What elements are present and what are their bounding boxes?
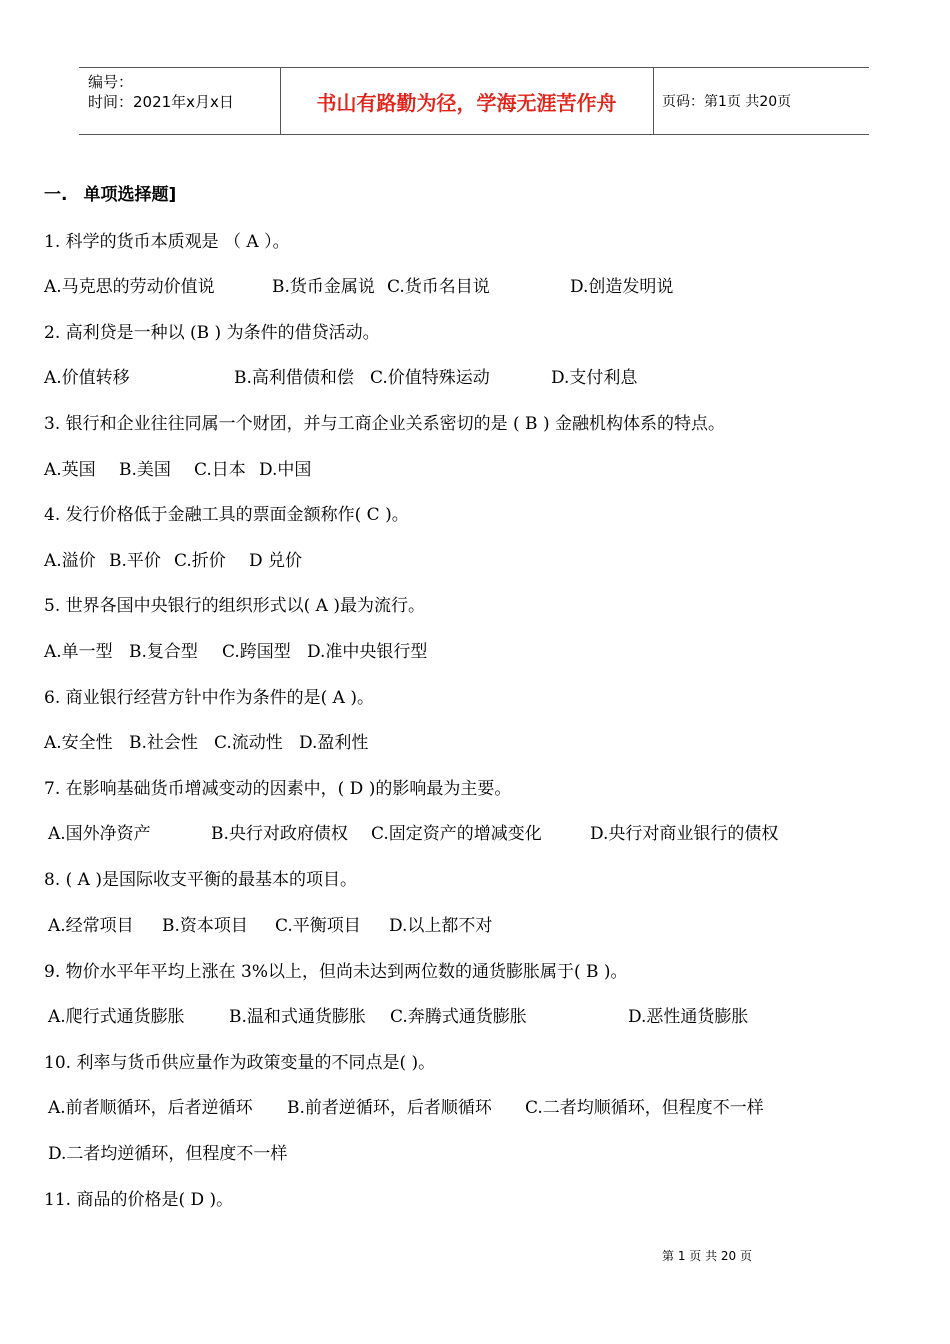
date-label: 时间：2021年x月x日: [88, 93, 234, 111]
option: C.折价: [174, 551, 226, 571]
option: C.平衡项目: [275, 916, 361, 936]
option: D.央行对商业银行的债权: [590, 824, 779, 844]
option: A.单一型: [44, 642, 113, 662]
option: B.资本项目: [162, 916, 248, 936]
section-title-text: 单项选择题]: [83, 185, 177, 205]
page-footer: 第 1 页 共 20 页: [662, 1249, 752, 1263]
option: D.恶性通货膨胀: [628, 1007, 749, 1027]
option: A.英国: [44, 460, 96, 480]
question-stem: 1. 科学的货币本质观是 （ A ）。: [44, 232, 290, 252]
option: A.价值转移: [44, 368, 130, 388]
option: B.央行对政府债权: [211, 824, 348, 844]
header-right-cell: [662, 68, 791, 134]
option: C.奔腾式通货膨胀: [390, 1007, 527, 1027]
option: C.跨国型: [222, 642, 291, 662]
question-stem: 4. 发行价格低于金融工具的票面金额称作( C )。: [44, 505, 409, 525]
option: A.安全性: [44, 733, 113, 753]
option: A.前者顺循环，后者逆循环: [48, 1098, 253, 1118]
question-stem: 5. 世界各国中央银行的组织形式以( A )最为流行。: [44, 596, 425, 616]
option: B.货币金属说: [272, 277, 375, 297]
option: A.爬行式通货膨胀: [48, 1007, 185, 1027]
header-divider: [653, 68, 654, 134]
question-stem: 3. 银行和企业往往同属一个财团，并与工商企业关系密切的是 ( B ) 金融机构体系的特点。: [44, 414, 725, 434]
option: B.高利借债和偿: [234, 368, 354, 388]
option: D.中国: [259, 460, 312, 480]
option: C.流动性: [214, 733, 283, 753]
option: D.二者均逆循环，但程度不一样: [48, 1144, 288, 1164]
option: B.美国: [119, 460, 171, 480]
option: D.准中央银行型: [307, 642, 428, 662]
option: B.平价: [109, 551, 161, 571]
section-title: [44, 180, 176, 205]
option: C.二者均顺循环，但程度不一样: [525, 1098, 764, 1118]
option: D.支付利息: [551, 368, 638, 388]
page-info: 页码：第1页 共20页: [662, 94, 792, 110]
option: C.货币名目说: [387, 277, 490, 297]
motto: 书山有路勤为径，学海无涯苦作舟: [316, 90, 617, 115]
section-number: 一.: [44, 185, 68, 205]
header-middle-cell: [281, 68, 652, 134]
question-stem: 7. 在影响基础货币增减变动的因素中，( D )的影响最为主要。: [44, 779, 512, 799]
question-stem: 2. 高利贷是一种以 (B ) 为条件的借贷活动。: [44, 323, 380, 343]
question-stem: 6. 商业银行经营方针中作为条件的是( A )。: [44, 688, 374, 708]
option: B.前者逆循环，后者顺循环: [287, 1098, 492, 1118]
option: D.创造发明说: [570, 277, 674, 297]
question-stem: 11. 商品的价格是( D )。: [44, 1190, 234, 1210]
option: C.价值特殊运动: [370, 368, 490, 388]
option: B.温和式通货膨胀: [229, 1007, 366, 1027]
option: A.经常项目: [48, 916, 134, 936]
option: C.固定资产的增减变化: [371, 824, 542, 844]
option: A.马克思的劳动价值说: [44, 277, 215, 297]
option: A.国外净资产: [48, 824, 151, 844]
header-left-cell: [88, 72, 234, 112]
question-stem: 9. 物价水平年平均上涨在 3%以上，但尚未达到两位数的通货膨胀属于( B )。: [44, 962, 628, 982]
option: B.社会性: [129, 733, 198, 753]
option: D.盈利性: [299, 733, 369, 753]
option: A.溢价: [44, 551, 96, 571]
question-stem: 10. 利率与货币供应量作为政策变量的不同点是( )。: [44, 1053, 436, 1073]
option: B.复合型: [129, 642, 198, 662]
option: D.以上都不对: [389, 916, 493, 936]
question-stem: 8. ( A )是国际收支平衡的最基本的项目。: [44, 870, 357, 890]
option: D 兑价: [249, 551, 303, 571]
serial-label: 编号：: [88, 73, 134, 91]
header-table: [79, 67, 869, 135]
option: C.日本: [194, 460, 246, 480]
